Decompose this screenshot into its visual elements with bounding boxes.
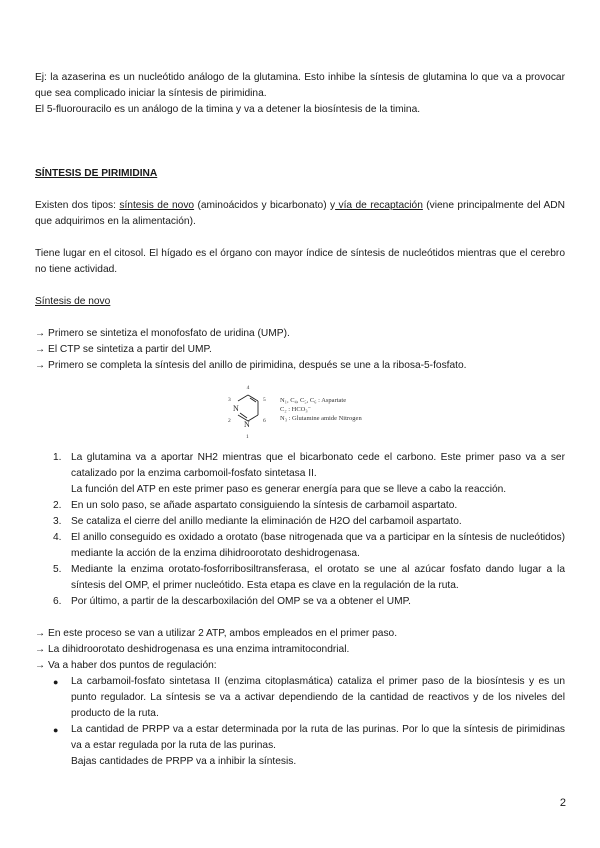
atom-label-3: 3 — [228, 397, 231, 403]
legend-aspartate: N₁, C₄, C₅, C₆ : Aspartate — [280, 397, 347, 404]
location-paragraph: Tiene lugar en el citosol. El hígado es el órgano con mayor índice de síntesis de nucleótidos mientras que el cerebro no tiene actividad. — [35, 248, 565, 275]
list-item — [53, 674, 565, 722]
regulation-text: La cantidad de PRPP va a estar determinada por la ruta de las purinas. Por lo que la síntesis de pirimidinas va a estar regulada por la ruta de las purinas. — [71, 724, 565, 751]
subtitle-sintesis-de-novo: Síntesis de novo — [35, 296, 111, 307]
list-item — [53, 498, 565, 514]
regulation-text: La carbamoil-fosfato sintetasa II (enzima citoplasmática) cataliza el primer paso de la biosíntesis y es un punto regulador. La síntesis se va a activar dependiendo de la cantidad de reactivos y de los niveles del producto de la ruta. — [71, 676, 565, 719]
step-extra: La función del ATP en este primer paso es generar energía para que se lleve a cabo la reacción. — [71, 484, 507, 495]
regulation-list — [35, 674, 565, 770]
note-line-1: → En este proceso se van a utilizar 2 ATP, ambos empleados en el primer paso. — [35, 628, 398, 639]
intro-paragraph-2: El 5-fluorouracilo es un análogo de la timina y va a detener la biosíntesis de la timina. — [35, 104, 421, 115]
step-text: Se cataliza el cierre del anillo mediante la eliminación de H2O del carbamoil aspartato. — [71, 516, 462, 527]
bullet-icon: ● — [53, 725, 59, 735]
list-item — [53, 530, 565, 562]
note-line-2: → La dihidroorotato deshidrogenasa es una enzima intramitocondrial. — [35, 644, 350, 655]
step-text: Mediante la enzima orotato-fosforribosiltransferasa, el orotato se une al azúcar fosfato dando lugar a la síntesis del OMP, el primer nucleótido. Esta etapa es clave en la regulación de la ruta. — [71, 564, 565, 591]
types-mid: (aminoácidos y bicarbonato) y — [194, 200, 336, 211]
atom-label-2: 2 — [228, 418, 231, 424]
list-item — [53, 594, 565, 610]
legend-glutamine: N₃ : Glutamine amide Nitrogen — [280, 415, 362, 422]
types-pre: Existen dos tipos: — [35, 200, 120, 211]
arrow-line-3: → Primero se completa la síntesis del anillo de pirimidina, después se une a la ribosa-5-fosfato. — [35, 360, 467, 371]
types-paragraph — [35, 198, 565, 230]
step-number: 6. — [53, 596, 62, 607]
step-text: Por último, a partir de la descarboxilación del OMP se va a obtener el UMP. — [71, 596, 411, 607]
link-via-de-recaptacion: vía de recaptación — [335, 200, 423, 211]
list-item — [53, 450, 565, 498]
step-number: 2. — [53, 500, 62, 511]
intro-paragraph-1: Ej: la azaserina es un nucleótido análogo de la glutamina. Esto inhibe la síntesis de glutamina lo que va a provocar que sea complicado iniciar la síntesis de pirimidina. — [35, 72, 565, 99]
list-item — [53, 514, 565, 530]
arrow-line-2: → El CTP se sintetiza a partir del UMP. — [35, 344, 212, 355]
step-number: 3. — [53, 516, 62, 527]
atom-n3: N — [233, 404, 239, 413]
atom-label-5: 5 — [263, 397, 266, 403]
step-text: La glutamina va a aportar NH2 mientras que el bicarbonato cede el carbono. Este primer paso va a ser catalizado por la enzima carbomoil-fosfato sintetasa II. — [71, 452, 565, 479]
document-page — [35, 70, 565, 770]
list-item — [53, 722, 565, 770]
bullet-icon: ● — [53, 677, 59, 687]
step-number: 1. — [53, 452, 62, 463]
atom-label-1: 1 — [246, 434, 249, 440]
pyrimidine-ring-diagram — [220, 382, 380, 444]
legend-bicarbonate: C₂ : HCO₃⁻ — [280, 406, 312, 413]
atom-label-4: 4 — [246, 385, 250, 391]
regulation-extra: Bajas cantidades de PRPP va a inhibir la síntesis. — [71, 756, 297, 767]
steps-list — [35, 450, 565, 610]
page-number: 2 — [559, 797, 566, 809]
atom-n1: N — [244, 420, 250, 429]
step-number: 5. — [53, 564, 62, 575]
step-text: El anillo conseguido es oxidado a orotato (base nitrogenada que va a participar en la síntesis de nucleótidos) mediante la acción de la enzima dihidroorotato deshidrogenasa. — [71, 532, 565, 559]
arrow-line-1: → Primero se sintetiza el monofosfato de uridina (UMP). — [35, 328, 290, 339]
list-item — [53, 562, 565, 594]
step-number: 4. — [53, 532, 62, 543]
step-text: En un solo paso, se añade aspartato consiguiendo la síntesis de carbamoil aspartato. — [71, 500, 458, 511]
note-line-3: → Va a haber dos puntos de regulación: — [35, 660, 217, 671]
pyrimidine-figure — [35, 382, 565, 444]
link-sintesis-de-novo: síntesis de novo — [119, 200, 195, 211]
atom-label-6: 6 — [263, 418, 266, 424]
section-title: SÍNTESIS DE PIRIMIDINA — [35, 168, 158, 179]
types-post: (viene principalmente del ADN que adquirimos en la alimentación). — [35, 200, 565, 227]
